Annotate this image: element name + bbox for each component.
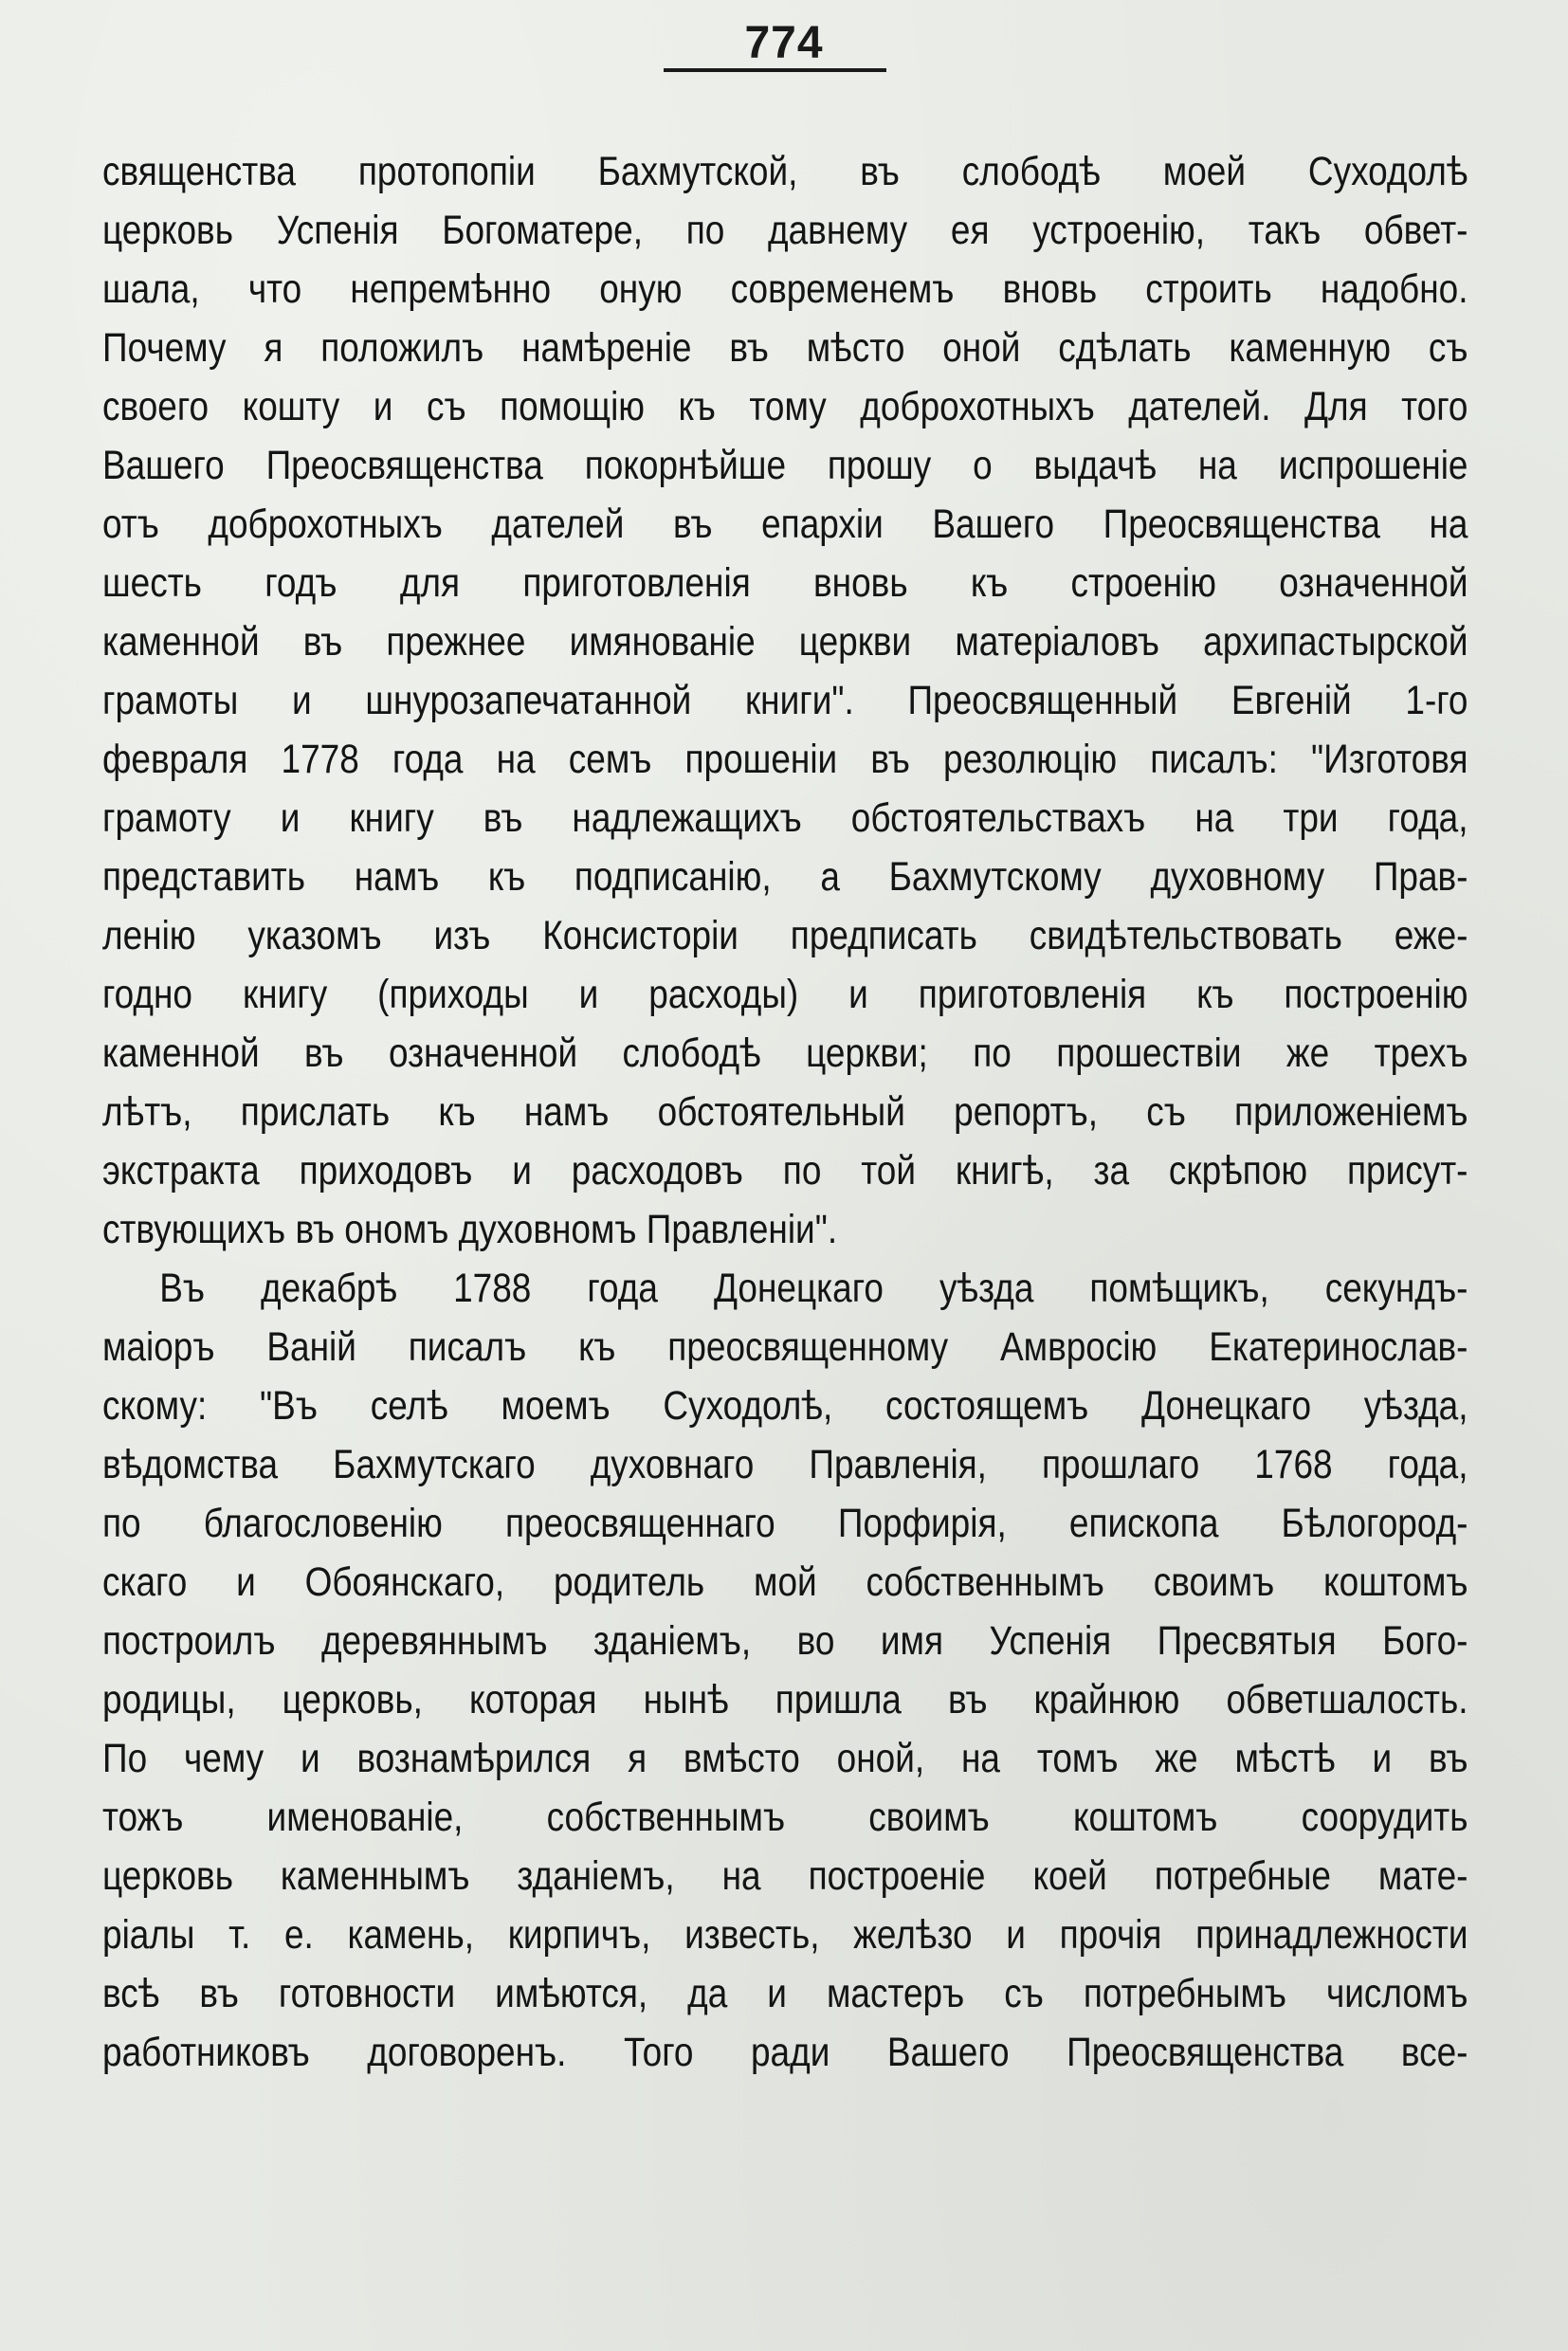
text-line: Вашего Преосвященства покорнѣйше прошу о выдачѣ на испрошеніе: [102, 443, 1468, 488]
text-line: церковь каменнымъ зданіемъ, на построеніе коей потребные мате-: [102, 1853, 1468, 1899]
text-line: грамоты и шнурозапечатанной книги". Преосвященный Евгеній 1-го: [102, 678, 1468, 723]
text-line: священства протопопіи Бахмутской, въ слободѣ моей Суходолѣ: [102, 149, 1468, 194]
text-line: скаго и Обоянскаго, родитель мой собственнымъ своимъ коштомъ: [102, 1559, 1468, 1605]
page-number-rule: [664, 68, 886, 72]
text-line: ленію указомъ изъ Консисторіи предписать свидѣтельствовать еже-: [102, 913, 1468, 958]
text-line: лѣтъ, прислать къ намъ обстоятельный репортъ, съ приложеніемъ: [102, 1089, 1468, 1135]
text-line: родицы, церковь, которая нынѣ пришла въ крайнюю обветшалость.: [102, 1677, 1468, 1722]
text-line: ствующихъ въ ономъ духовномъ Правленіи".: [102, 1207, 838, 1252]
text-line: годно книгу (приходы и расходы) и приготовленія къ построенію: [102, 972, 1468, 1017]
page-number: 774: [744, 18, 824, 68]
text-line: своего кошту и съ помощію къ тому доброхотныхъ дателей. Для того: [102, 384, 1468, 429]
text-line: каменной въ прежнее имянованіе церкви матеріаловъ архипастырской: [102, 619, 1468, 665]
text-line: построилъ деревяннымъ зданіемъ, во имя Успенія Пресвятыя Бого-: [102, 1618, 1468, 1664]
text-line: маіоръ Ваній писалъ къ преосвященному Амвросію Екатеринослав-: [102, 1324, 1468, 1370]
text-line: По чему и вознамѣрился я вмѣсто оной, на томъ же мѣстѣ и въ: [102, 1736, 1468, 1781]
text-line: работниковъ договоренъ. Того ради Вашего Преосвященства все-: [102, 2030, 1468, 2075]
text-line: февраля 1778 года на семъ прошеніи въ резолюцію писалъ: "Изготовя: [102, 737, 1468, 782]
text-line: грамоту и книгу въ надлежащихъ обстоятельствахъ на три года,: [102, 795, 1468, 841]
text-line: шесть годъ для приготовленія вновь къ строенію означенной: [102, 560, 1468, 606]
text-line: отъ доброхотныхъ дателей въ епархіи Вашего Преосвященства на: [102, 501, 1468, 547]
body-text-inner: [102, 142, 1468, 2082]
text-line: ріалы т. е. камень, кирпичъ, известь, желѣзо и прочія принадлежности: [102, 1912, 1468, 1958]
text-line: по благословенію преосвященнаго Порфирія, епископа Бѣлогород-: [102, 1501, 1468, 1546]
text-line: тожъ именованіе, собственнымъ своимъ коштомъ соорудить: [102, 1795, 1468, 1840]
text-line: всѣ въ готовности имѣются, да и мастеръ съ потребнымъ числомъ: [102, 1971, 1468, 2016]
text-line: вѣдомства Бахмутскаго духовнаго Правленія, прошлаго 1768 года,: [102, 1442, 1468, 1487]
text-line: экстракта приходовъ и расходовъ по той книгѣ, за скрѣпою присут-: [102, 1148, 1468, 1194]
text-line: каменной въ означенной слободѣ церкви; по прошествіи же трехъ: [102, 1030, 1468, 1076]
text-line: Въ декабрѣ 1788 года Донецкаго уѣзда помѣщикъ, секундъ-: [159, 1266, 1468, 1311]
text-line: представить намъ къ подписанію, а Бахмутскому духовному Прав-: [102, 854, 1468, 900]
text-line: шала, что непремѣнно оную современемъ вновь строить надобно.: [102, 266, 1468, 312]
text-line: Почему я положилъ намѣреніе въ мѣсто оной сдѣлать каменную съ: [102, 325, 1468, 371]
body-text: [102, 142, 1468, 2082]
text-line: церковь Успенія Богоматере, по давнему ея устроенію, такъ обвет-: [102, 208, 1468, 253]
text-line: скому: "Въ селѣ моемъ Суходолѣ, состоящемъ Донецкаго уѣзда,: [102, 1383, 1468, 1429]
